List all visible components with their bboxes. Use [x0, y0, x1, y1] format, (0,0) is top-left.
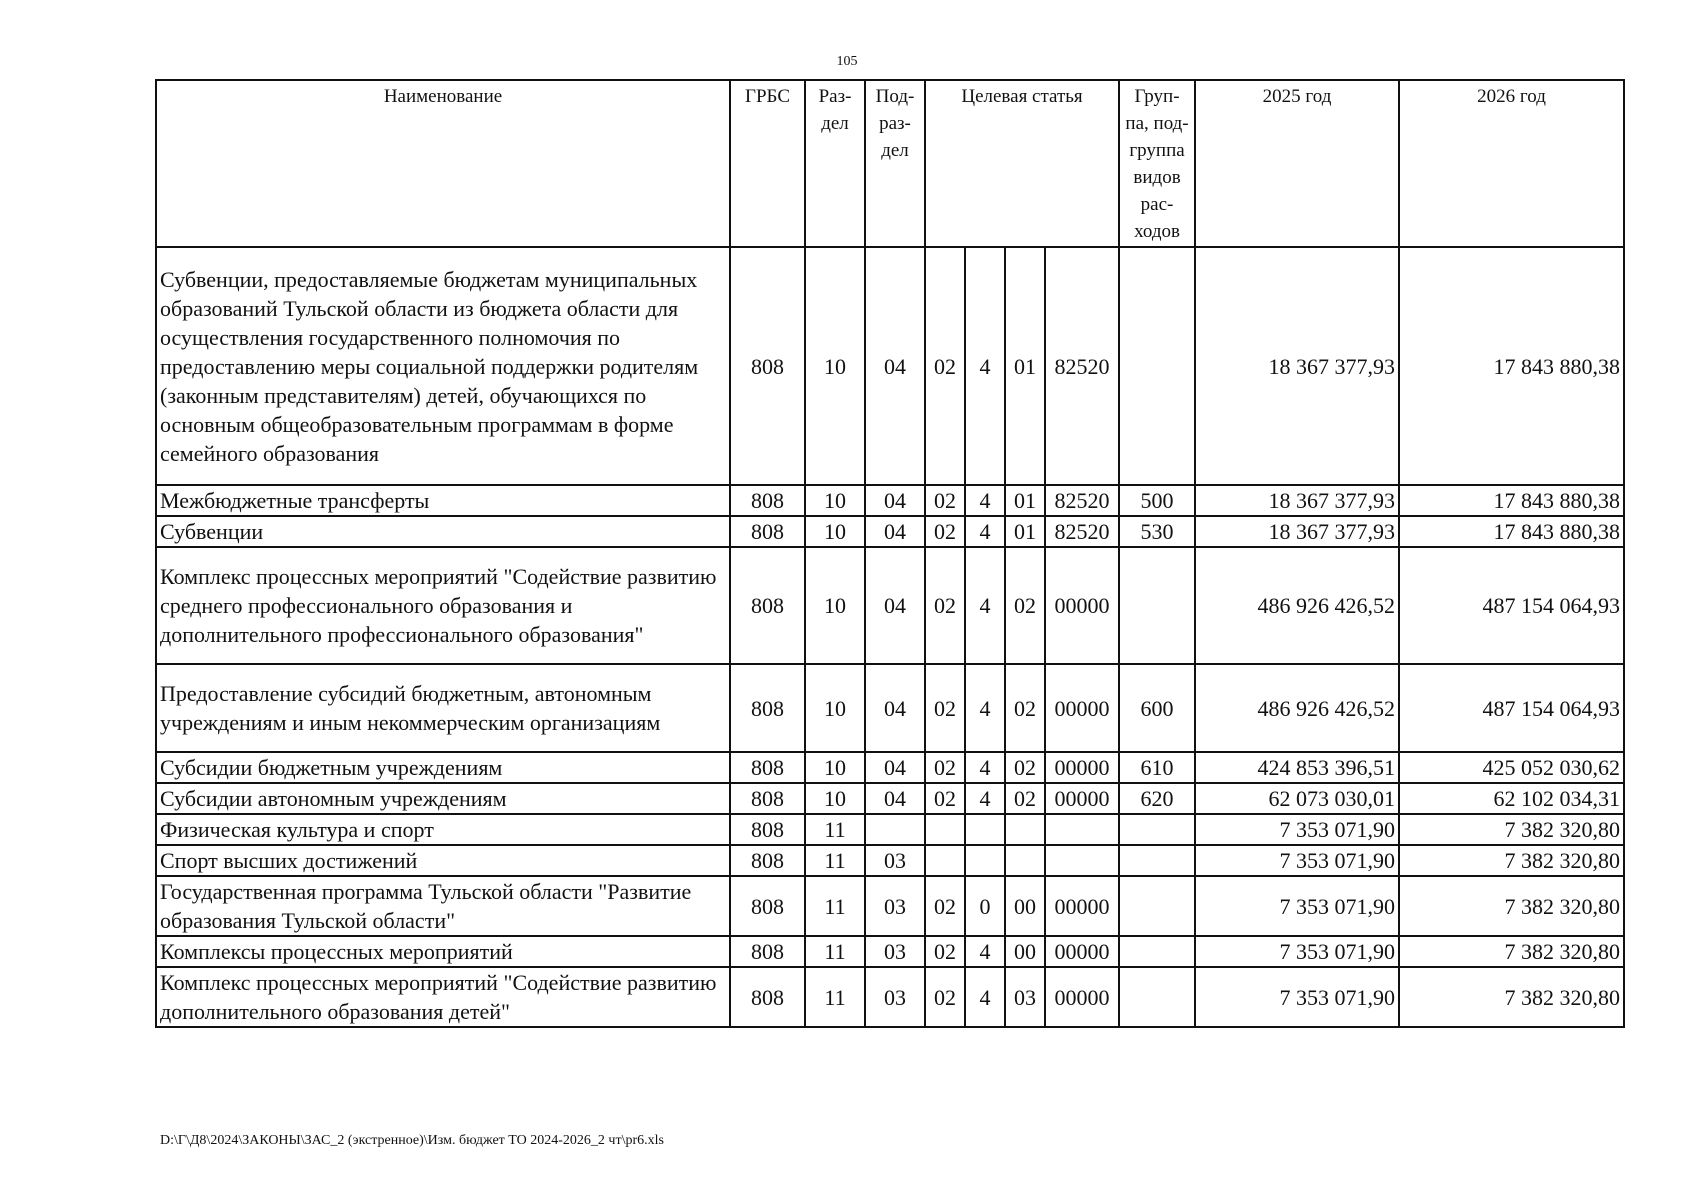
cell-podrazdel: 04 — [865, 664, 925, 752]
cell-cs-direction: 82520 — [1045, 516, 1119, 547]
cell-cs-program: 02 — [925, 664, 965, 752]
cell-podrazdel: 03 — [865, 876, 925, 936]
cell-cs-type: 4 — [965, 485, 1005, 516]
cell-podrazdel: 04 — [865, 516, 925, 547]
cell-year-2026: 7 382 320,80 — [1399, 876, 1624, 936]
cell-podrazdel: 04 — [865, 247, 925, 485]
cell-cs-program: 02 — [925, 783, 965, 814]
cell-cs-program: 02 — [925, 752, 965, 783]
cell-razdel: 10 — [805, 547, 865, 664]
cell-grbs: 808 — [730, 547, 805, 664]
table-row — [156, 485, 1624, 516]
table-body — [156, 247, 1624, 1027]
cell-vid-rashodov — [1119, 876, 1195, 936]
cell-cs-type: 4 — [965, 547, 1005, 664]
cell-year-2026: 17 843 880,38 — [1399, 516, 1624, 547]
cell-cs-direction: 82520 — [1045, 485, 1119, 516]
cell-name: Субвенции, предоставляемые бюджетам муниципальных образований Тульской области из бюджета области для осуществления государственного полномочия по предоставлению меры социальной поддержки родителям (законным представителям) детей, обучающихся по основным общеобразовательным программам в форме семейного образования — [156, 247, 730, 485]
cell-vid-rashodov — [1119, 967, 1195, 1027]
cell-cs-program: 02 — [925, 485, 965, 516]
cell-cs-program: 02 — [925, 516, 965, 547]
cell-vid-rashodov: 620 — [1119, 783, 1195, 814]
cell-razdel: 10 — [805, 752, 865, 783]
table-row — [156, 752, 1624, 783]
cell-year-2025: 7 353 071,90 — [1195, 876, 1399, 936]
cell-grbs: 808 — [730, 845, 805, 876]
cell-year-2026: 7 382 320,80 — [1399, 814, 1624, 845]
cell-year-2026: 7 382 320,80 — [1399, 936, 1624, 967]
cell-cs-type: 4 — [965, 967, 1005, 1027]
cell-razdel: 10 — [805, 783, 865, 814]
cell-cs-subtype: 02 — [1005, 664, 1045, 752]
cell-cs-type: 4 — [965, 664, 1005, 752]
cell-cs-type: 4 — [965, 516, 1005, 547]
cell-cs-direction: 00000 — [1045, 876, 1119, 936]
cell-cs-program — [925, 845, 965, 876]
table-row — [156, 814, 1624, 845]
header-year-2025: 2025 год — [1195, 80, 1399, 247]
cell-name: Спорт высших достижений — [156, 845, 730, 876]
cell-vid-rashodov — [1119, 814, 1195, 845]
cell-cs-direction — [1045, 845, 1119, 876]
header-podrazdel: Под-раз-дел — [865, 80, 925, 247]
cell-name: Государственная программа Тульской области "Развитие образования Тульской области" — [156, 876, 730, 936]
cell-grbs: 808 — [730, 247, 805, 485]
cell-cs-subtype: 03 — [1005, 967, 1045, 1027]
header-name: Наименование — [156, 80, 730, 247]
cell-razdel: 10 — [805, 247, 865, 485]
cell-grbs: 808 — [730, 814, 805, 845]
cell-cs-direction — [1045, 814, 1119, 845]
cell-cs-type: 4 — [965, 936, 1005, 967]
cell-name: Субвенции — [156, 516, 730, 547]
header-grbs: ГРБС — [730, 80, 805, 247]
cell-cs-direction: 00000 — [1045, 664, 1119, 752]
cell-year-2026: 62 102 034,31 — [1399, 783, 1624, 814]
cell-cs-type — [965, 845, 1005, 876]
cell-cs-subtype — [1005, 814, 1045, 845]
cell-year-2025: 7 353 071,90 — [1195, 936, 1399, 967]
cell-vid-rashodov: 500 — [1119, 485, 1195, 516]
cell-year-2026: 487 154 064,93 — [1399, 547, 1624, 664]
cell-cs-subtype: 02 — [1005, 547, 1045, 664]
footer-file-path: D:\Г\Д8\2024\ЗАКОНЫ\ЗАС_2 (экстренное)\Изм. бюджет ТО 2024-2026_2 чт\pr6.xls — [160, 1133, 664, 1148]
cell-cs-subtype: 00 — [1005, 876, 1045, 936]
cell-year-2025: 7 353 071,90 — [1195, 845, 1399, 876]
cell-grbs: 808 — [730, 752, 805, 783]
cell-year-2026: 17 843 880,38 — [1399, 247, 1624, 485]
cell-name: Предоставление субсидий бюджетным, автономным учреждениям и иным некоммерческим организациям — [156, 664, 730, 752]
cell-razdel: 11 — [805, 814, 865, 845]
cell-grbs: 808 — [730, 485, 805, 516]
cell-year-2025: 62 073 030,01 — [1195, 783, 1399, 814]
cell-vid-rashodov — [1119, 547, 1195, 664]
cell-cs-program: 02 — [925, 876, 965, 936]
page-number: 105 — [836, 54, 858, 69]
cell-cs-subtype: 01 — [1005, 516, 1045, 547]
cell-year-2025: 7 353 071,90 — [1195, 967, 1399, 1027]
cell-year-2025: 7 353 071,90 — [1195, 814, 1399, 845]
cell-cs-subtype: 01 — [1005, 247, 1045, 485]
cell-cs-program: 02 — [925, 967, 965, 1027]
cell-name: Субсидии бюджетным учреждениям — [156, 752, 730, 783]
cell-grbs: 808 — [730, 783, 805, 814]
cell-name: Комплекс процессных мероприятий "Содействие развитию дополнительного образования детей" — [156, 967, 730, 1027]
cell-vid-rashodov — [1119, 845, 1195, 876]
header-razdel: Раз-дел — [805, 80, 865, 247]
header-celevaya-statya: Целевая статья — [925, 80, 1119, 247]
cell-podrazdel: 04 — [865, 752, 925, 783]
cell-cs-type: 4 — [965, 783, 1005, 814]
cell-grbs: 808 — [730, 936, 805, 967]
cell-name: Межбюджетные трансферты — [156, 485, 730, 516]
cell-cs-type: 4 — [965, 752, 1005, 783]
cell-cs-type: 4 — [965, 247, 1005, 485]
cell-podrazdel: 04 — [865, 783, 925, 814]
cell-podrazdel: 03 — [865, 936, 925, 967]
cell-year-2025: 18 367 377,93 — [1195, 516, 1399, 547]
cell-vid-rashodov: 610 — [1119, 752, 1195, 783]
table-row — [156, 845, 1624, 876]
table-row — [156, 876, 1624, 936]
cell-year-2025: 424 853 396,51 — [1195, 752, 1399, 783]
cell-year-2026: 425 052 030,62 — [1399, 752, 1624, 783]
cell-cs-subtype — [1005, 845, 1045, 876]
cell-cs-type — [965, 814, 1005, 845]
cell-cs-direction: 82520 — [1045, 247, 1119, 485]
cell-cs-program: 02 — [925, 936, 965, 967]
cell-cs-direction: 00000 — [1045, 936, 1119, 967]
table-row — [156, 247, 1624, 485]
cell-razdel: 10 — [805, 664, 865, 752]
cell-year-2025: 18 367 377,93 — [1195, 485, 1399, 516]
table-header-row — [156, 80, 1624, 247]
cell-grbs: 808 — [730, 876, 805, 936]
cell-cs-program: 02 — [925, 547, 965, 664]
cell-razdel: 11 — [805, 876, 865, 936]
cell-year-2025: 486 926 426,52 — [1195, 547, 1399, 664]
cell-podrazdel: 04 — [865, 547, 925, 664]
cell-cs-subtype: 02 — [1005, 783, 1045, 814]
cell-vid-rashodov: 530 — [1119, 516, 1195, 547]
cell-name: Физическая культура и спорт — [156, 814, 730, 845]
budget-table — [155, 79, 1625, 1028]
table-row — [156, 547, 1624, 664]
cell-vid-rashodov — [1119, 247, 1195, 485]
cell-grbs: 808 — [730, 664, 805, 752]
cell-razdel: 11 — [805, 845, 865, 876]
cell-cs-subtype: 02 — [1005, 752, 1045, 783]
cell-year-2026: 7 382 320,80 — [1399, 845, 1624, 876]
cell-name: Комплекс процессных мероприятий "Содействие развитию среднего профессионального образования и дополнительного профессионального образования" — [156, 547, 730, 664]
table-row — [156, 516, 1624, 547]
cell-cs-subtype: 00 — [1005, 936, 1045, 967]
cell-grbs: 808 — [730, 516, 805, 547]
cell-razdel: 10 — [805, 485, 865, 516]
cell-cs-program — [925, 814, 965, 845]
cell-grbs: 808 — [730, 967, 805, 1027]
cell-cs-type: 0 — [965, 876, 1005, 936]
cell-podrazdel: 03 — [865, 845, 925, 876]
cell-vid-rashodov — [1119, 936, 1195, 967]
cell-podrazdel — [865, 814, 925, 845]
cell-razdel: 11 — [805, 936, 865, 967]
cell-name: Субсидии автономным учреждениям — [156, 783, 730, 814]
cell-vid-rashodov: 600 — [1119, 664, 1195, 752]
cell-razdel: 11 — [805, 967, 865, 1027]
cell-name: Комплексы процессных мероприятий — [156, 936, 730, 967]
cell-cs-program: 02 — [925, 247, 965, 485]
cell-year-2025: 486 926 426,52 — [1195, 664, 1399, 752]
cell-cs-direction: 00000 — [1045, 752, 1119, 783]
cell-cs-direction: 00000 — [1045, 547, 1119, 664]
table-row — [156, 936, 1624, 967]
cell-cs-direction: 00000 — [1045, 967, 1119, 1027]
cell-podrazdel: 03 — [865, 967, 925, 1027]
cell-year-2026: 487 154 064,93 — [1399, 664, 1624, 752]
cell-year-2026: 17 843 880,38 — [1399, 485, 1624, 516]
table-row — [156, 783, 1624, 814]
header-year-2026: 2026 год — [1399, 80, 1624, 247]
cell-year-2025: 18 367 377,93 — [1195, 247, 1399, 485]
header-gruppa-vidov-rashodov: Груп-па, под-группа видов рас-ходов — [1119, 80, 1195, 247]
table-row — [156, 664, 1624, 752]
cell-podrazdel: 04 — [865, 485, 925, 516]
table-row — [156, 967, 1624, 1027]
cell-razdel: 10 — [805, 516, 865, 547]
cell-year-2026: 7 382 320,80 — [1399, 967, 1624, 1027]
cell-cs-subtype: 01 — [1005, 485, 1045, 516]
cell-cs-direction: 00000 — [1045, 783, 1119, 814]
